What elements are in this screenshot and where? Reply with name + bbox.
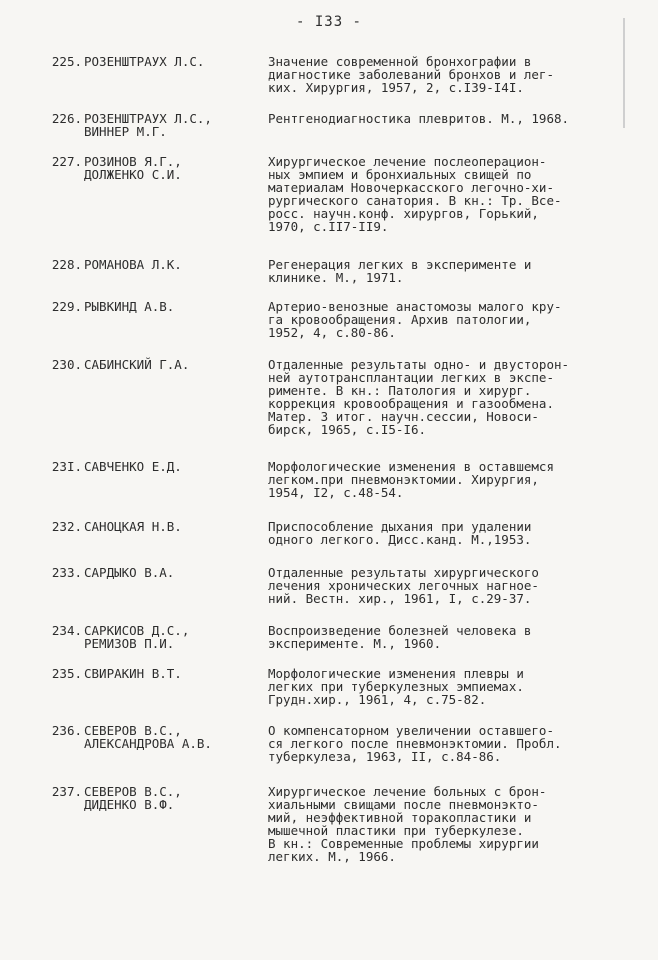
- citation-line: лечения хронических легочных нагное-: [268, 578, 539, 593]
- author-name: СЕВЕРОВ В.С.,: [84, 723, 182, 738]
- citation-line: Воспроизведение болезней человека в: [268, 623, 532, 638]
- bibliography-entry: [0, 300, 658, 339]
- citation-line: Хирургическое лечение послеоперацион-: [268, 154, 547, 169]
- entry-authors: [84, 112, 260, 138]
- citation-line: диагностике заболеваний бронхов и лег-: [268, 67, 554, 82]
- entry-citation: [268, 112, 628, 125]
- author-name: РОЗЕНШТРАУХ Л.С.: [84, 54, 205, 69]
- citation-line: ся легкого после пневмонэктомии. Пробл.: [268, 736, 562, 751]
- citation-line: га кровообращения. Архив патологии,: [268, 312, 532, 327]
- entry-citation: [268, 667, 628, 706]
- citation-line: эксперименте. М., 1960.: [268, 636, 442, 651]
- citation-line: Значение современной бронхографии в: [268, 54, 532, 69]
- citation-line: Морфологические изменения плевры и: [268, 666, 524, 681]
- entry-number: 234.: [51, 623, 82, 638]
- citation-line: хиальными свищами после пневмонэкто-: [268, 797, 539, 812]
- entry-citation: [268, 566, 628, 605]
- citation-line: материалам Новочеркасского легочно-хи-: [268, 180, 554, 195]
- citation-line: 1970, с.II7-II9.: [268, 219, 389, 234]
- entry-citation: [268, 358, 628, 436]
- entry-authors: [84, 566, 260, 579]
- citation-line: мышечной пластики при туберкулезе.: [268, 823, 524, 838]
- entry-citation: [268, 520, 628, 546]
- entry-number: 226.: [51, 111, 82, 126]
- author-name: СЕВЕРОВ В.С.,: [84, 784, 182, 799]
- citation-line: коррекция кровообращения и газообмена.: [268, 396, 554, 411]
- entry-citation: [268, 460, 628, 499]
- entry-number: 236.: [51, 723, 82, 738]
- author-name: СВИРАКИН В.Т.: [84, 666, 182, 681]
- citation-line: мий, неэффективной торакопластики и: [268, 810, 532, 825]
- citation-line: Регенерация легких в эксперименте и: [268, 257, 532, 272]
- author-name: ДИДЕНКО В.Ф.: [84, 797, 175, 812]
- entry-citation: [268, 300, 628, 339]
- entry-authors: [84, 624, 260, 650]
- citation-line: Рентгенодиагностика плевритов. М., 1968.: [268, 111, 570, 126]
- citation-line: одного легкого. Дисс.канд. М.,1953.: [268, 532, 532, 547]
- citation-line: ных эмпием и бронхиальных свищей по: [268, 167, 532, 182]
- page-number: - I33 -: [295, 14, 362, 30]
- bibliography-entry: [0, 566, 658, 605]
- entry-number: 237.: [51, 784, 82, 799]
- entry-number: 225.: [51, 54, 82, 69]
- entry-number: 233.: [51, 565, 82, 580]
- entry-number: 232.: [51, 519, 82, 534]
- author-name: АЛЕКСАНДРОВА А.В.: [84, 736, 212, 751]
- entry-number: 229.: [51, 299, 82, 314]
- author-name: РОЗИНОВ Я.Г.,: [84, 154, 182, 169]
- author-name: САРДЫКО В.А.: [84, 565, 175, 580]
- author-name: ВИННЕР М.Г.: [84, 124, 167, 139]
- citation-line: Приспособление дыхания при удалении: [268, 519, 532, 534]
- author-name: САБИНСКИЙ Г.А.: [84, 357, 190, 372]
- bibliography-entry: [0, 258, 658, 284]
- citation-line: легких при туберкулезных эмпиемах.: [268, 679, 524, 694]
- entry-authors: [84, 520, 260, 533]
- entry-authors: [84, 785, 260, 811]
- citation-line: В кн.: Современные проблемы хирургии: [268, 836, 539, 851]
- entry-authors: [84, 258, 260, 271]
- entry-citation: [268, 724, 628, 763]
- bibliography-entry: [0, 112, 658, 138]
- entry-number: 230.: [51, 357, 82, 372]
- entry-authors: [84, 358, 260, 371]
- entry-authors: [84, 460, 260, 473]
- entry-citation: [268, 258, 628, 284]
- entry-number: 227.: [51, 154, 82, 169]
- author-name: РОЗЕНШТРАУХ Л.С.,: [84, 111, 212, 126]
- citation-line: рургического санатория. В кн.: Тр. Все-: [268, 193, 562, 208]
- citation-line: О компенсаторном увеличении оставшего-: [268, 723, 554, 738]
- citation-line: 1954, I2, с.48-54.: [268, 485, 404, 500]
- citation-line: Грудн.хир., 1961, 4, с.75-82.: [268, 692, 487, 707]
- citation-line: рименте. В кн.: Патология и хирург.: [268, 383, 532, 398]
- bibliography-entry: [0, 155, 658, 233]
- bibliography-entry: [0, 55, 658, 94]
- bibliography-entry: [0, 785, 658, 863]
- author-name: САНОЦКАЯ Н.В.: [84, 519, 182, 534]
- entry-number: 228.: [51, 257, 82, 272]
- citation-line: легких. М., 1966.: [268, 849, 396, 864]
- entry-citation: [268, 785, 628, 863]
- citation-line: клинике. М., 1971.: [268, 270, 404, 285]
- bibliography-entry: [0, 667, 658, 706]
- citation-line: бирск, 1965, с.I5-I6.: [268, 422, 427, 437]
- author-name: ДОЛЖЕНКО С.И.: [84, 167, 182, 182]
- entry-citation: [268, 155, 628, 233]
- entry-authors: [84, 667, 260, 680]
- bibliography-entry: [0, 460, 658, 499]
- entry-authors: [84, 724, 260, 750]
- entry-number: 235.: [51, 666, 82, 681]
- citation-line: росс. научн.конф. хирургов, Горький,: [268, 206, 539, 221]
- bibliography-entry: [0, 358, 658, 436]
- bibliography-entry: [0, 624, 658, 650]
- citation-line: ких. Хирургия, 1957, 2, с.I39-I4I.: [268, 80, 524, 95]
- citation-line: Матер. 3 итог. научн.сессии, Новоси-: [268, 409, 539, 424]
- citation-line: Морфологические изменения в оставшемся: [268, 459, 554, 474]
- entry-authors: [84, 155, 260, 181]
- citation-line: Отдаленные результаты одно- и двусторон-: [268, 357, 570, 372]
- citation-line: Отдаленные результаты хирургического: [268, 565, 539, 580]
- entry-authors: [84, 300, 260, 313]
- author-name: САВЧЕНКО Е.Д.: [84, 459, 182, 474]
- citation-line: туберкулеза, 1963, II, с.84-86.: [268, 749, 502, 764]
- author-name: РЕМИЗОВ П.И.: [84, 636, 175, 651]
- entry-number: 23I.: [51, 459, 82, 474]
- author-name: САРКИСОВ Д.С.,: [84, 623, 190, 638]
- entry-citation: [268, 624, 628, 650]
- citation-line: 1952, 4, с.80-86.: [268, 325, 396, 340]
- citation-line: ней аутотрансплантации легких в экспе-: [268, 370, 554, 385]
- author-name: РОМАНОВА Л.К.: [84, 257, 182, 272]
- bibliography-entry: [0, 520, 658, 546]
- author-name: РЫВКИНД А.В.: [84, 299, 175, 314]
- bibliography-entry: [0, 724, 658, 763]
- citation-line: Артерио-венозные анастомозы малого кру-: [268, 299, 562, 314]
- citation-line: Хирургическое лечение больных с брон-: [268, 784, 547, 799]
- citation-line: легком.при пневмонэктомии. Хирургия,: [268, 472, 539, 487]
- entry-authors: [84, 55, 260, 68]
- citation-line: ний. Вестн. хир., 1961, I, с.29-37.: [268, 591, 532, 606]
- entry-citation: [268, 55, 628, 94]
